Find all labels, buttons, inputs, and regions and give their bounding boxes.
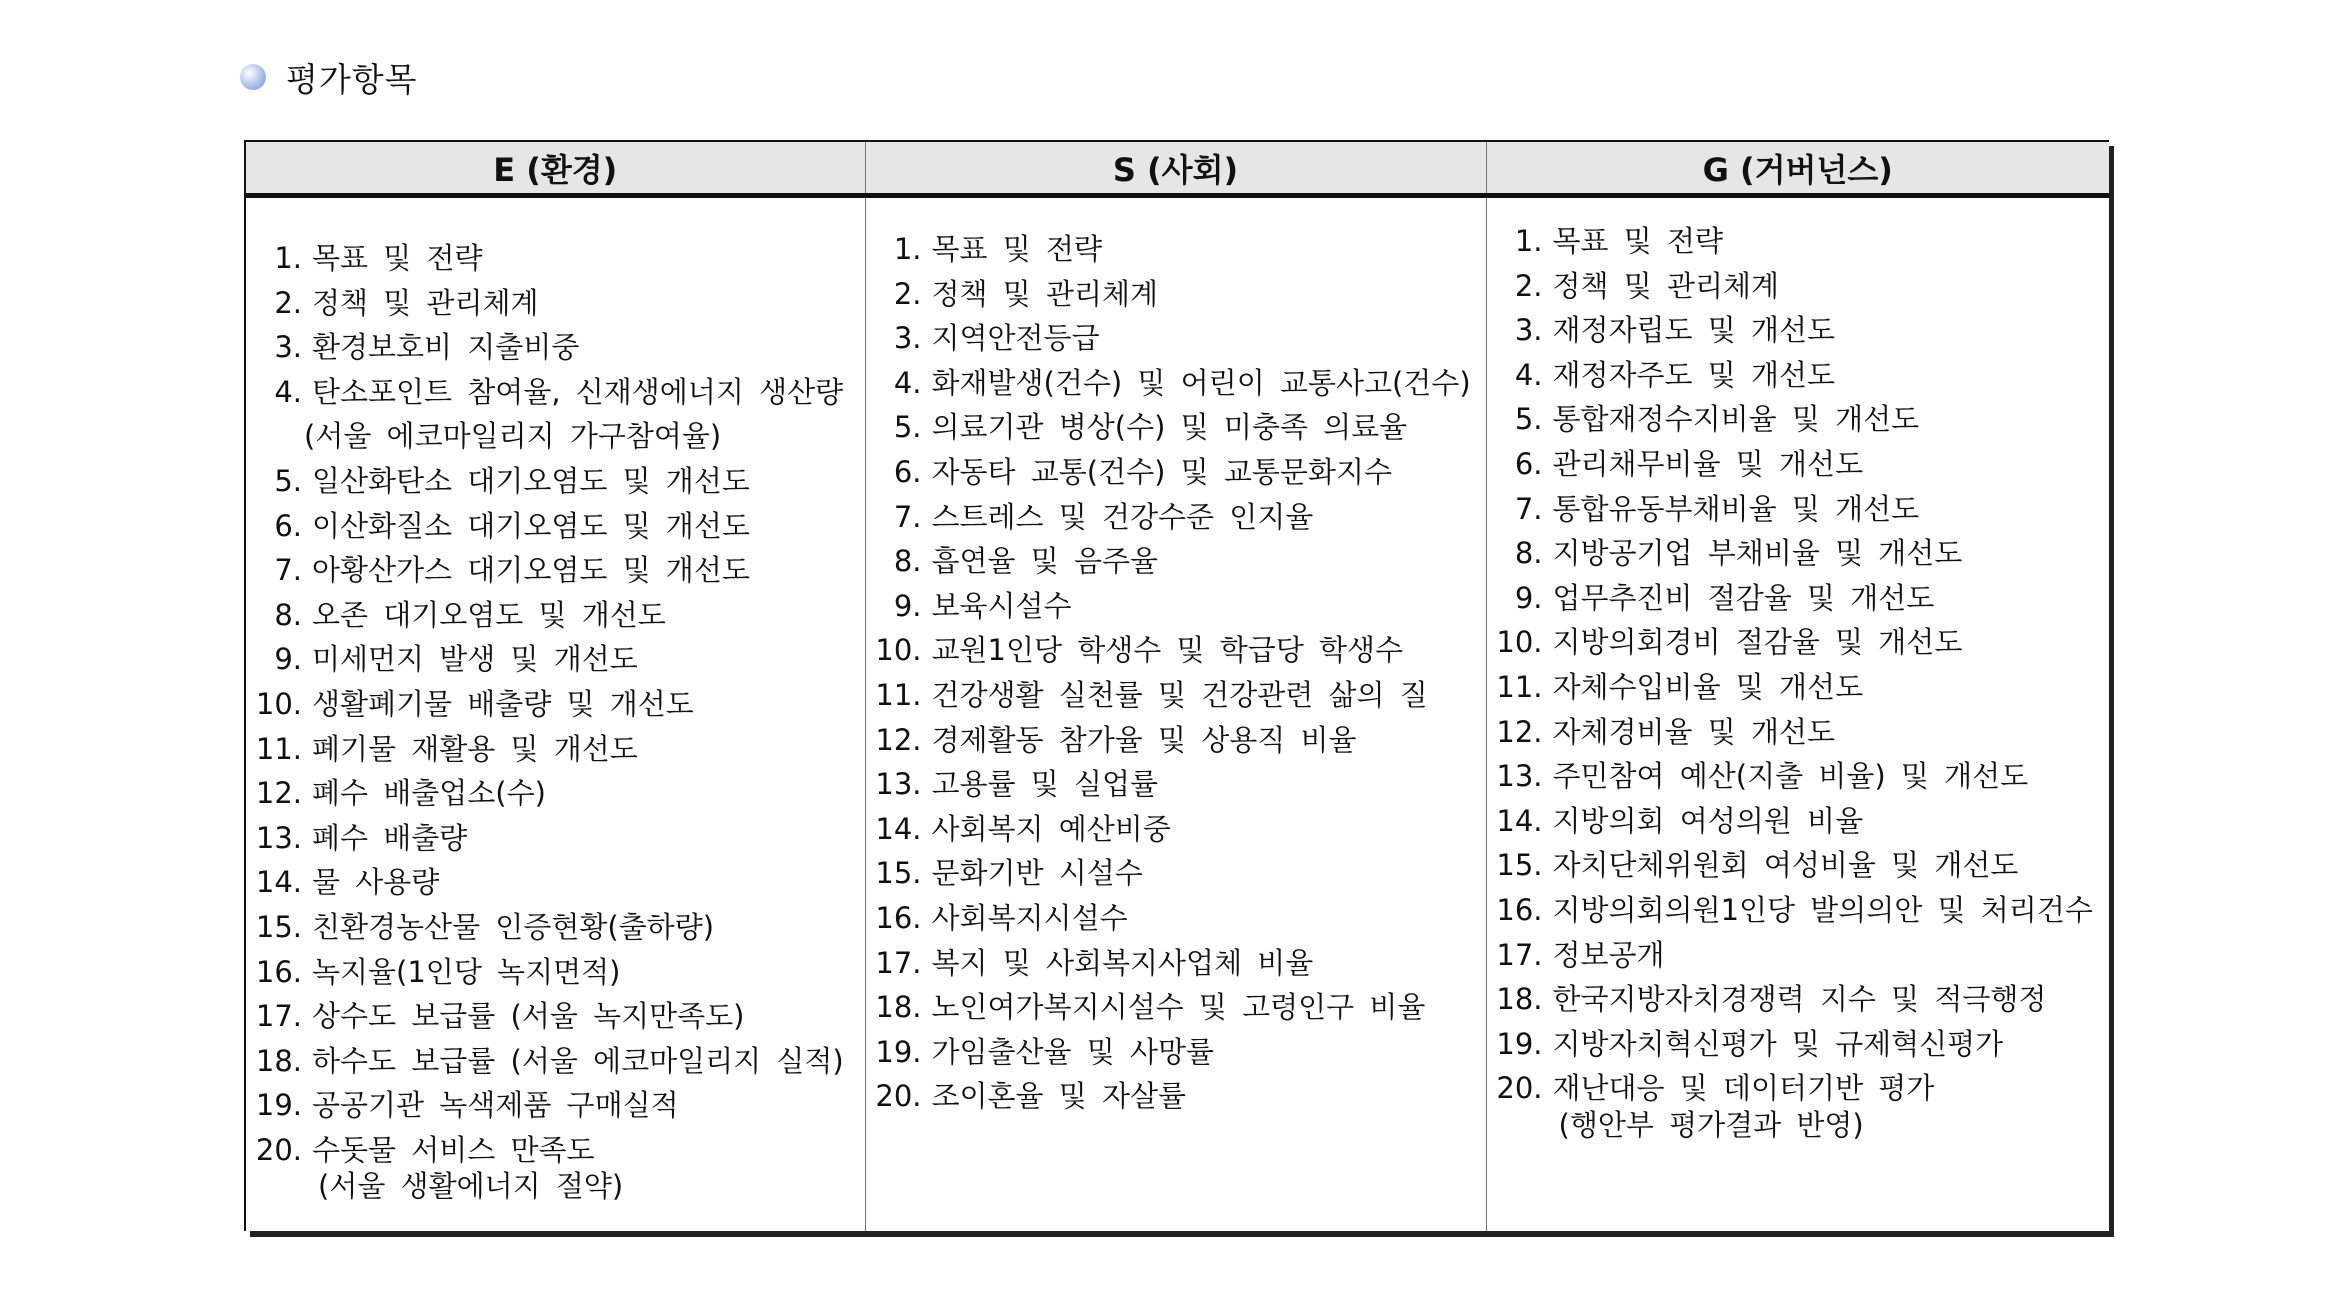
item-text-wrap — [1553, 442, 1864, 487]
item-text-wrap — [312, 281, 539, 326]
item-text-wrap — [932, 539, 1159, 584]
item-number: 1. — [893, 232, 922, 266]
list-item — [1489, 754, 2110, 799]
item-number: 17. — [1496, 937, 1543, 972]
item-number: 19. — [1496, 1026, 1543, 1061]
item-text-wrap — [1553, 487, 1920, 532]
item-text: 지방자치혁신평가 및 규제혁신평가 — [1552, 1026, 2004, 1061]
item-subtext: (서울 생활에너지 절약) — [318, 1169, 624, 1204]
list-item — [248, 727, 865, 772]
item-number: 17. — [255, 999, 302, 1034]
list-item — [1489, 710, 2110, 755]
item-number: 6. — [893, 454, 922, 489]
item-text-wrap — [312, 816, 467, 861]
item-text: 탄소포인트 참여율, 신재생에너지 생산량 — [312, 374, 844, 409]
list-item — [248, 281, 865, 326]
item-text: 지방의회의원1인당 발의의안 및 처리건수 — [1552, 892, 2093, 927]
list-item — [248, 994, 865, 1039]
list-item — [868, 762, 1486, 807]
item-number: 3. — [274, 330, 302, 365]
item-text-wrap — [932, 361, 1471, 406]
item-text-wrap — [312, 325, 579, 370]
item-text: 재정자주도 및 개선도 — [1552, 357, 1836, 392]
list-item — [248, 504, 865, 549]
item-text-wrap — [312, 771, 546, 816]
item-number: 10. — [875, 633, 922, 668]
item-number: 7. — [1514, 491, 1543, 526]
item-number: 4. — [274, 374, 302, 409]
list-item — [248, 1039, 865, 1084]
item-text-wrap — [932, 673, 1428, 718]
item-text: 노인여가복지시설수 및 고령인구 비율 — [931, 990, 1426, 1025]
list-item — [248, 816, 865, 861]
item-number: 17. — [875, 945, 922, 980]
list-item — [248, 325, 865, 370]
item-number: 10. — [255, 686, 302, 721]
list-item — [1489, 620, 2110, 665]
item-text: 의료기관 병상(수) 및 미충족 의료율 — [931, 410, 1408, 445]
list-item — [868, 584, 1486, 629]
item-number: 2. — [893, 276, 922, 311]
item-text-wrap — [312, 682, 694, 727]
item-text-wrap — [1553, 1066, 1935, 1140]
item-text-wrap — [932, 807, 1171, 852]
column-g-cell — [1486, 196, 2109, 1232]
item-number: 12. — [255, 776, 302, 811]
item-text-wrap — [932, 628, 1404, 673]
item-text-wrap — [932, 495, 1314, 540]
item-number: 11. — [875, 677, 922, 712]
item-text-wrap — [312, 504, 750, 549]
item-text: 폐수 배출업소(수) — [312, 776, 546, 811]
item-number: 14. — [255, 865, 302, 900]
item-text: 조이혼율 및 자살률 — [931, 1079, 1187, 1114]
bullet-icon — [240, 64, 266, 90]
item-number: 8. — [274, 597, 302, 632]
item-text: 아황산가스 대기오염도 및 개선도 — [312, 553, 750, 588]
item-text: 스트레스 및 건강수준 인지율 — [931, 499, 1314, 534]
item-text: 주민참여 예산(지출 비율) 및 개선도 — [1552, 759, 2029, 794]
item-text-wrap — [1553, 219, 1724, 264]
item-text: 하수도 보급률 (서울 에코마일리지 실적) — [312, 1043, 844, 1078]
item-text: 정책 및 관리체계 — [931, 276, 1159, 311]
item-text: 건강생활 실천률 및 건강관련 삶의 질 — [931, 677, 1428, 712]
list-item — [1489, 933, 2110, 978]
item-number: 4. — [893, 365, 922, 400]
item-text-wrap — [312, 860, 439, 905]
item-text-wrap — [304, 370, 844, 459]
item-text-wrap — [312, 548, 750, 593]
item-text: 친환경농산물 인증현황(출하량) — [312, 909, 715, 944]
item-text-wrap — [932, 584, 1072, 629]
item-number: 2. — [274, 285, 302, 320]
list-item — [248, 1083, 865, 1128]
item-text: 경제활동 참가율 및 상용직 비율 — [931, 722, 1357, 757]
item-text: 흡연율 및 음주율 — [931, 544, 1159, 579]
list-item — [248, 236, 865, 281]
list-item — [868, 673, 1486, 718]
item-text: 관리채무비율 및 개선도 — [1552, 446, 1864, 481]
item-number: 9. — [893, 588, 922, 623]
list-item — [248, 593, 865, 638]
evaluation-table-container — [244, 140, 2110, 1233]
item-number: 13. — [1496, 759, 1543, 794]
item-text: 재난대응 및 데이터기반 평가 — [1552, 1071, 1935, 1106]
item-text: 가임출산율 및 사망률 — [931, 1034, 1215, 1069]
column-header-e: E (환경) — [245, 141, 865, 196]
item-text-wrap — [1553, 977, 2047, 1022]
item-text: 교원1인당 학생수 및 학급당 학생수 — [931, 633, 1404, 668]
list-item — [1489, 888, 2110, 933]
item-number: 2. — [1514, 268, 1543, 303]
list-item — [868, 272, 1486, 317]
item-text: 지방의회 여성의원 비율 — [1552, 803, 1864, 838]
list-item — [248, 548, 865, 593]
item-text-wrap — [932, 718, 1357, 763]
list-item — [868, 316, 1486, 361]
list-item — [1489, 487, 2110, 532]
item-text: 문화기반 시설수 — [931, 856, 1143, 891]
item-text: 지역안전등급 — [931, 321, 1100, 356]
item-text: 오존 대기오염도 및 개선도 — [312, 597, 666, 632]
list-item — [1489, 665, 2110, 710]
item-number: 9. — [274, 642, 302, 677]
item-text-wrap — [1553, 308, 1836, 353]
list-item — [1489, 1066, 2110, 1140]
item-number: 5. — [274, 463, 302, 498]
item-text-wrap — [932, 1030, 1215, 1075]
item-text-wrap — [312, 1128, 623, 1202]
list-item — [248, 370, 865, 459]
item-list-e — [246, 198, 865, 1204]
item-text-wrap — [1553, 1022, 2004, 1067]
list-item — [868, 539, 1486, 584]
list-item — [1489, 531, 2110, 576]
item-subtext: (서울 에코마일리지 가구참여율) — [304, 419, 722, 454]
list-item — [868, 985, 1486, 1030]
item-text: 생활폐기물 배출량 및 개선도 — [312, 686, 694, 721]
list-item — [868, 495, 1486, 540]
item-text-wrap — [932, 896, 1128, 941]
item-text-wrap — [932, 227, 1103, 272]
item-text: 업무추진비 절감율 및 개선도 — [1552, 580, 1935, 615]
item-text: 화재발생(건수) 및 어린이 교통사고(건수) — [931, 365, 1471, 400]
item-text: 보육시설수 — [931, 588, 1072, 623]
item-text: 자동타 교통(건수) 및 교통문화지수 — [931, 454, 1392, 489]
item-text: 지방의회경비 절감율 및 개선도 — [1552, 625, 1963, 660]
item-text: 복지 및 사회복지사업체 비율 — [931, 945, 1314, 980]
list-item — [1489, 442, 2110, 487]
item-number: 20. — [255, 1132, 302, 1167]
item-text-wrap — [312, 727, 638, 772]
item-text-wrap — [932, 405, 1408, 450]
item-number: 9. — [1514, 580, 1543, 615]
list-item — [1489, 1022, 2110, 1067]
list-item — [1489, 397, 2110, 442]
list-item — [868, 361, 1486, 406]
list-item — [1489, 576, 2110, 621]
item-text: 재정자립도 및 개선도 — [1552, 313, 1836, 348]
item-text-wrap — [312, 950, 620, 995]
list-item — [868, 941, 1486, 986]
item-number: 18. — [875, 990, 922, 1025]
item-number: 20. — [875, 1079, 922, 1114]
item-text-wrap — [312, 459, 750, 504]
list-item — [868, 1074, 1486, 1119]
table-header-row — [245, 141, 2109, 196]
item-number: 18. — [1496, 982, 1543, 1017]
item-text: 환경보호비 지출비중 — [312, 330, 580, 365]
item-number: 16. — [875, 900, 922, 935]
list-item — [1489, 219, 2110, 264]
item-text-wrap — [312, 994, 744, 1039]
item-text: 정책 및 관리체계 — [312, 285, 539, 320]
item-number: 15. — [255, 909, 302, 944]
item-text: 폐기물 재활용 및 개선도 — [312, 731, 638, 766]
item-text-wrap — [1553, 264, 1780, 309]
section-heading — [240, 50, 418, 104]
column-e-cell — [245, 196, 865, 1232]
list-item — [248, 682, 865, 727]
item-number: 16. — [255, 954, 302, 989]
item-number: 1. — [274, 241, 302, 275]
item-number: 18. — [255, 1043, 302, 1078]
item-text: 자체수입비율 및 개선도 — [1552, 669, 1864, 704]
list-item — [1489, 353, 2110, 398]
item-text-wrap — [312, 1039, 844, 1084]
item-text: 사회복지시설수 — [931, 900, 1128, 935]
item-number: 7. — [274, 553, 302, 588]
item-text-wrap — [312, 593, 666, 638]
item-text: 미세먼지 발생 및 개선도 — [312, 642, 638, 677]
item-text: 한국지방자치경쟁력 지수 및 적극행정 — [1552, 982, 2047, 1017]
item-number: 11. — [255, 731, 302, 766]
item-number: 6. — [1514, 446, 1543, 481]
item-text: 지방공기업 부채비율 및 개선도 — [1552, 536, 1963, 571]
page-title: 평가항목 — [286, 59, 418, 99]
list-item — [868, 718, 1486, 763]
item-text: 정보공개 — [1552, 937, 1665, 972]
item-text: 통합유동부채비율 및 개선도 — [1552, 491, 1920, 526]
item-number: 5. — [893, 410, 922, 445]
item-text-wrap — [932, 316, 1100, 361]
list-item — [1489, 843, 2110, 888]
list-item — [1489, 799, 2110, 844]
item-number: 13. — [875, 767, 922, 802]
item-text-wrap — [932, 941, 1314, 986]
item-number: 12. — [1496, 714, 1543, 749]
item-number: 8. — [1514, 536, 1543, 571]
item-number: 11. — [1496, 669, 1543, 704]
item-text-wrap — [1553, 576, 1935, 621]
item-text: 일산화탄소 대기오염도 및 개선도 — [312, 463, 750, 498]
item-text: 상수도 보급률 (서울 녹지만족도) — [312, 999, 745, 1034]
item-number: 7. — [893, 499, 922, 534]
item-number: 14. — [875, 811, 922, 846]
item-number: 13. — [255, 820, 302, 855]
item-number: 20. — [1496, 1071, 1543, 1106]
item-text: 목표 및 전략 — [931, 232, 1103, 266]
item-text-wrap — [312, 236, 483, 281]
item-text: 이산화질소 대기오염도 및 개선도 — [312, 508, 750, 543]
item-number: 3. — [1514, 313, 1543, 348]
item-text-wrap — [1553, 710, 1836, 755]
item-text-wrap — [932, 851, 1143, 896]
list-item — [248, 459, 865, 504]
column-header-s: S (사회) — [865, 141, 1486, 196]
list-item — [868, 896, 1486, 941]
item-number: 5. — [1514, 402, 1543, 437]
column-s-cell — [865, 196, 1486, 1232]
item-text-wrap — [1553, 843, 2019, 888]
item-text-wrap — [1553, 397, 1920, 442]
item-number: 4. — [1514, 357, 1543, 392]
item-number: 10. — [1496, 625, 1543, 660]
item-text-wrap — [932, 450, 1392, 495]
item-text: 통합재정수지비율 및 개선도 — [1552, 402, 1920, 437]
item-number: 16. — [1496, 892, 1543, 927]
list-item — [868, 807, 1486, 852]
table-body-row — [245, 196, 2109, 1232]
item-text-wrap — [932, 272, 1159, 317]
item-number: 1. — [1514, 224, 1543, 258]
list-item — [868, 405, 1486, 450]
item-text: 녹지율(1인당 녹지면적) — [312, 954, 621, 989]
list-item — [248, 771, 865, 816]
item-number: 19. — [875, 1034, 922, 1069]
item-text: 수돗물 서비스 만족도 — [312, 1132, 595, 1167]
evaluation-table — [244, 140, 2109, 1231]
item-text: 자체경비율 및 개선도 — [1552, 714, 1836, 749]
column-header-g: G (거버넌스) — [1486, 141, 2109, 196]
item-text-wrap — [932, 985, 1426, 1030]
list-item — [868, 851, 1486, 896]
item-text-wrap — [1553, 665, 1864, 710]
item-number: 8. — [893, 544, 922, 579]
item-list-g — [1487, 198, 2110, 1140]
list-item — [248, 637, 865, 682]
item-text-wrap — [1553, 353, 1836, 398]
item-number: 15. — [1496, 848, 1543, 883]
item-text: 물 사용량 — [312, 865, 440, 900]
list-item — [1489, 308, 2110, 353]
item-subtext: (행안부 평가결과 반영) — [1558, 1107, 1864, 1142]
item-text-wrap — [1553, 620, 1963, 665]
list-item — [248, 1128, 865, 1202]
list-item — [248, 950, 865, 995]
list-item — [248, 905, 865, 950]
item-list-s — [866, 198, 1486, 1119]
item-text-wrap — [1553, 531, 1963, 576]
list-item — [868, 628, 1486, 673]
item-text-wrap — [312, 1083, 679, 1128]
item-text-wrap — [1553, 888, 2093, 933]
item-text: 목표 및 전략 — [1552, 224, 1724, 258]
item-text-wrap — [1553, 799, 1864, 844]
item-text-wrap — [312, 905, 714, 950]
item-text-wrap — [1553, 933, 1665, 978]
item-text-wrap — [1553, 754, 2029, 799]
item-number: 15. — [875, 856, 922, 891]
item-text: 사회복지 예산비중 — [931, 811, 1171, 846]
item-number: 14. — [1496, 803, 1543, 838]
item-text-wrap — [932, 1074, 1187, 1119]
item-text: 공공기관 녹색제품 구매실적 — [312, 1088, 679, 1123]
list-item — [868, 227, 1486, 272]
item-text: 목표 및 전략 — [312, 241, 483, 275]
item-number: 6. — [274, 508, 302, 543]
list-item — [1489, 264, 2110, 309]
list-item — [868, 450, 1486, 495]
item-text-wrap — [932, 762, 1159, 807]
item-text: 정책 및 관리체계 — [1552, 268, 1780, 303]
item-number: 3. — [893, 321, 922, 356]
item-number: 12. — [875, 722, 922, 757]
item-text: 폐수 배출량 — [312, 820, 468, 855]
item-text-wrap — [312, 637, 638, 682]
list-item — [248, 860, 865, 905]
item-number: 19. — [255, 1088, 302, 1123]
item-text: 고용률 및 실업률 — [931, 767, 1159, 802]
item-text: 자치단체위원회 여성비율 및 개선도 — [1552, 848, 2019, 883]
list-item — [1489, 977, 2110, 1022]
list-item — [868, 1030, 1486, 1075]
